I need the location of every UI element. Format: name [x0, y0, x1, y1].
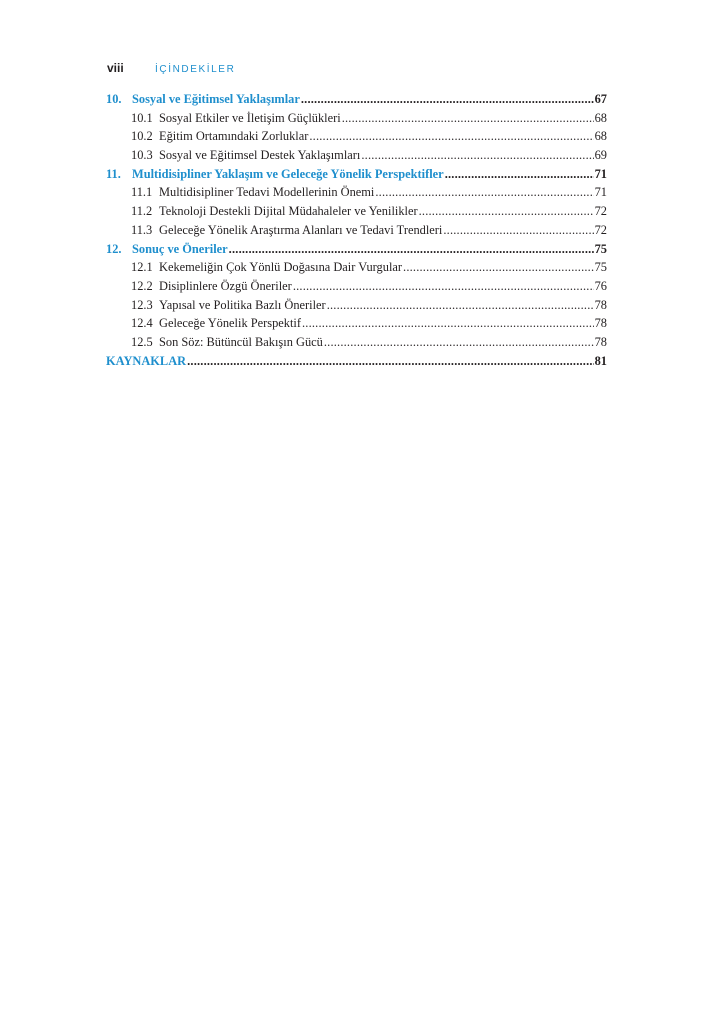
toc-entry-page: 75 — [594, 241, 607, 256]
toc-entry-12-2[interactable] — [106, 279, 607, 298]
dot-leader — [324, 335, 594, 350]
toc-entry-label — [131, 223, 442, 238]
toc-entry-page: 69 — [594, 148, 607, 163]
toc-entry-label — [131, 111, 341, 126]
toc-entry-title: Multidisipliner Tedavi Modellerinin Önemi — [159, 185, 375, 200]
dot-leader — [445, 167, 594, 182]
toc-entry-kaynaklar[interactable] — [106, 354, 607, 373]
toc-entry-number: 10.2 — [131, 129, 153, 144]
toc-entry-label — [106, 167, 444, 182]
toc-entry-title: Sosyal ve Eğitimsel Yaklaşımlar — [132, 92, 300, 106]
toc-entry-label — [131, 316, 301, 331]
toc-entry-number: 10.1 — [131, 110, 153, 125]
toc-entry-page: 78 — [594, 316, 607, 331]
toc-entry-11-2[interactable] — [106, 204, 607, 223]
toc-entry-number: 11. — [106, 166, 121, 181]
toc-entry-page: 71 — [594, 166, 607, 181]
toc-entry-number: 11.3 — [131, 222, 153, 237]
toc-entry-12-5[interactable] — [106, 335, 607, 354]
dot-leader — [302, 316, 594, 331]
dot-leader — [187, 354, 594, 369]
toc-entry-page: 78 — [594, 334, 607, 349]
dot-leader — [419, 204, 594, 219]
toc-entry-10-1[interactable] — [106, 111, 607, 130]
toc-entry-page: 72 — [594, 222, 607, 237]
dot-leader — [342, 111, 594, 126]
toc-entry-title: Yapısal ve Politika Bazlı Öneriler — [159, 297, 326, 312]
dot-leader — [293, 279, 594, 294]
toc-entry-label — [131, 129, 308, 144]
dot-leader — [443, 223, 593, 238]
toc-entry-title: Teknoloji Destekli Dijital Müdahaleler ve Yenilikler — [159, 204, 418, 219]
toc-entry-title: Sosyal ve Eğitimsel Destek Yaklaşımları — [159, 148, 361, 163]
dot-leader — [309, 129, 593, 144]
toc-entry-label — [131, 335, 323, 350]
table-of-contents — [106, 92, 607, 372]
toc-entry-page: 68 — [594, 129, 607, 144]
toc-entry-number: 12.4 — [131, 316, 153, 331]
dot-leader — [229, 242, 594, 257]
toc-entry-number: 10. — [106, 92, 122, 106]
toc-entry-title: Disiplinlere Özgü Öneriler — [159, 278, 292, 293]
toc-entry-page: 81 — [594, 353, 607, 368]
toc-entry-11-1[interactable] — [106, 185, 607, 204]
toc-entry-page: 72 — [594, 204, 607, 219]
toc-entry-page: 78 — [594, 297, 607, 312]
page-number: viii — [107, 61, 124, 75]
toc-entry-page: 76 — [594, 278, 607, 293]
toc-entry-label — [131, 279, 292, 294]
toc-entry-chapter-12[interactable] — [106, 242, 607, 261]
toc-entry-page: 71 — [594, 185, 607, 200]
toc-entry-10-2[interactable] — [106, 129, 607, 148]
toc-entry-label — [131, 148, 360, 163]
toc-entry-title: Geleceğe Yönelik Araştırma Alanları ve Tedavi Trendleri — [159, 222, 443, 237]
toc-entry-label — [106, 242, 228, 257]
toc-entry-number: 12. — [106, 241, 122, 256]
toc-entry-12-3[interactable] — [106, 298, 607, 317]
toc-entry-page: 67 — [594, 92, 607, 106]
dot-leader — [361, 148, 593, 163]
toc-entry-10-3[interactable] — [106, 148, 607, 167]
toc-entry-label — [131, 298, 326, 313]
toc-entry-number: 12.2 — [131, 278, 153, 293]
toc-entry-chapter-11[interactable] — [106, 167, 607, 186]
toc-entry-title: Sosyal Etkiler ve İletişim Güçlükleri — [159, 110, 341, 125]
toc-entry-title: Multidisipliner Yaklaşım ve Geleceğe Yönelik Perspektifler — [132, 166, 444, 181]
dot-leader — [301, 92, 594, 107]
toc-entry-number: 12.1 — [131, 260, 153, 275]
toc-entry-label — [131, 185, 374, 200]
toc-entry-title: KAYNAKLAR — [106, 353, 187, 368]
toc-entry-title: Son Söz: Bütüncül Bakışın Gücü — [159, 334, 323, 349]
toc-entry-number: 11.1 — [131, 185, 153, 200]
dot-leader — [327, 298, 594, 313]
toc-entry-page: 75 — [594, 260, 607, 275]
toc-entry-chapter-10[interactable] — [106, 92, 607, 111]
toc-entry-label — [106, 354, 186, 369]
toc-entry-title: Eğitim Ortamındaki Zorluklar — [159, 129, 309, 144]
toc-entry-label — [131, 204, 418, 219]
page-header — [107, 61, 235, 75]
dot-leader — [403, 260, 594, 275]
toc-entry-title: Geleceğe Yönelik Perspektif — [159, 316, 301, 331]
toc-entry-title: Sonuç ve Öneriler — [132, 241, 228, 256]
toc-entry-label — [106, 92, 300, 107]
toc-entry-12-1[interactable] — [106, 260, 607, 279]
running-title: İÇİNDEKİLER — [155, 64, 236, 75]
toc-entry-page: 68 — [594, 110, 607, 125]
toc-entry-12-4[interactable] — [106, 316, 607, 335]
dot-leader — [375, 185, 593, 200]
toc-entry-number: 10.3 — [131, 148, 153, 163]
toc-entry-number: 11.2 — [131, 204, 153, 219]
toc-entry-number: 12.3 — [131, 297, 153, 312]
toc-entry-number: 12.5 — [131, 334, 153, 349]
toc-entry-11-3[interactable] — [106, 223, 607, 242]
toc-entry-label — [131, 260, 402, 275]
toc-entry-title: Kekemeliğin Çok Yönlü Doğasına Dair Vurgular — [159, 260, 403, 275]
